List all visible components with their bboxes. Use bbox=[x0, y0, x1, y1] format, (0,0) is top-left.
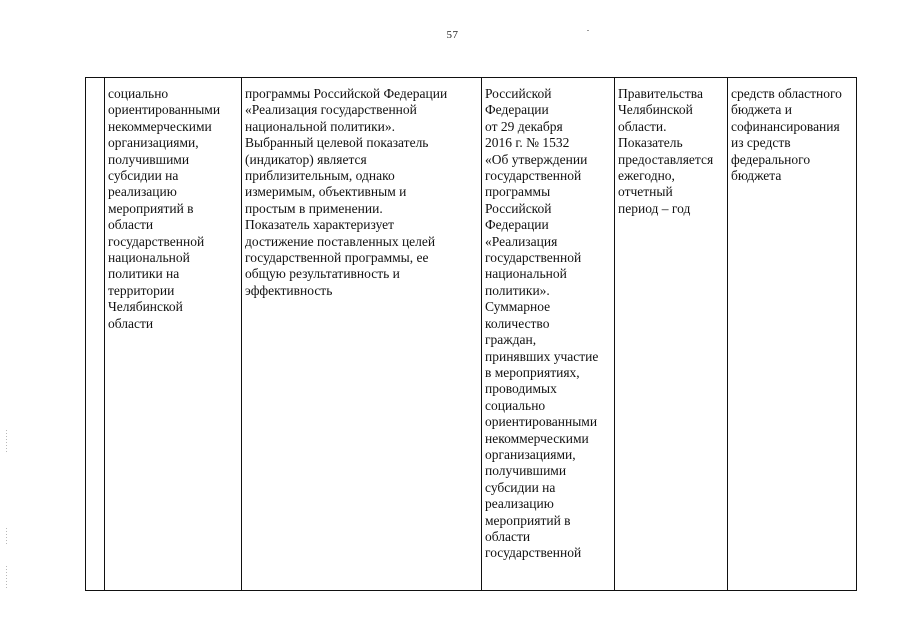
table-row bbox=[86, 78, 857, 591]
scan-speck bbox=[587, 30, 589, 31]
scan-edge-mark bbox=[6, 528, 7, 544]
scan-edge-mark bbox=[6, 566, 7, 588]
row-number-cell bbox=[86, 78, 105, 591]
calculation-method-cell: Российской Федерации от 29 декабря 2016 г. № 1532 «Об утверждении государственной программы Российской Федерации «Реализация государственной национальной политики». Суммарное количество граждан, принявших участие в мероприятиях, проводимых социально ориентированными некоммерческими организациями, получившими субсидии на реализацию мероприятий в области государственной bbox=[482, 78, 615, 591]
funding-source-cell: средств областного бюджета и софинансирования из средств федерального бюджета bbox=[728, 78, 857, 591]
indicator-name-cell: социально ориентированными некоммерческими организациями, получившими субсидии на реализацию мероприятий в области государственной национальной политики на территории Челябинской области bbox=[105, 78, 242, 591]
page-number: 57 bbox=[446, 29, 459, 41]
document-table bbox=[85, 77, 857, 591]
scan-edge-mark bbox=[6, 430, 7, 452]
indicator-justification-cell: программы Российской Федерации «Реализация государственной национальной политики». Выбранный целевой показатель (индикатор) является приблизительным, однако измеримым, объективным и простым в применении. Показатель характеризует достижение поставленных целей государственной программы, ее общую результативность и эффективность bbox=[242, 78, 482, 591]
data-source-cell: Правительства Челябинской области. Показатель предоставляется ежегодно, отчетный период – год bbox=[615, 78, 728, 591]
